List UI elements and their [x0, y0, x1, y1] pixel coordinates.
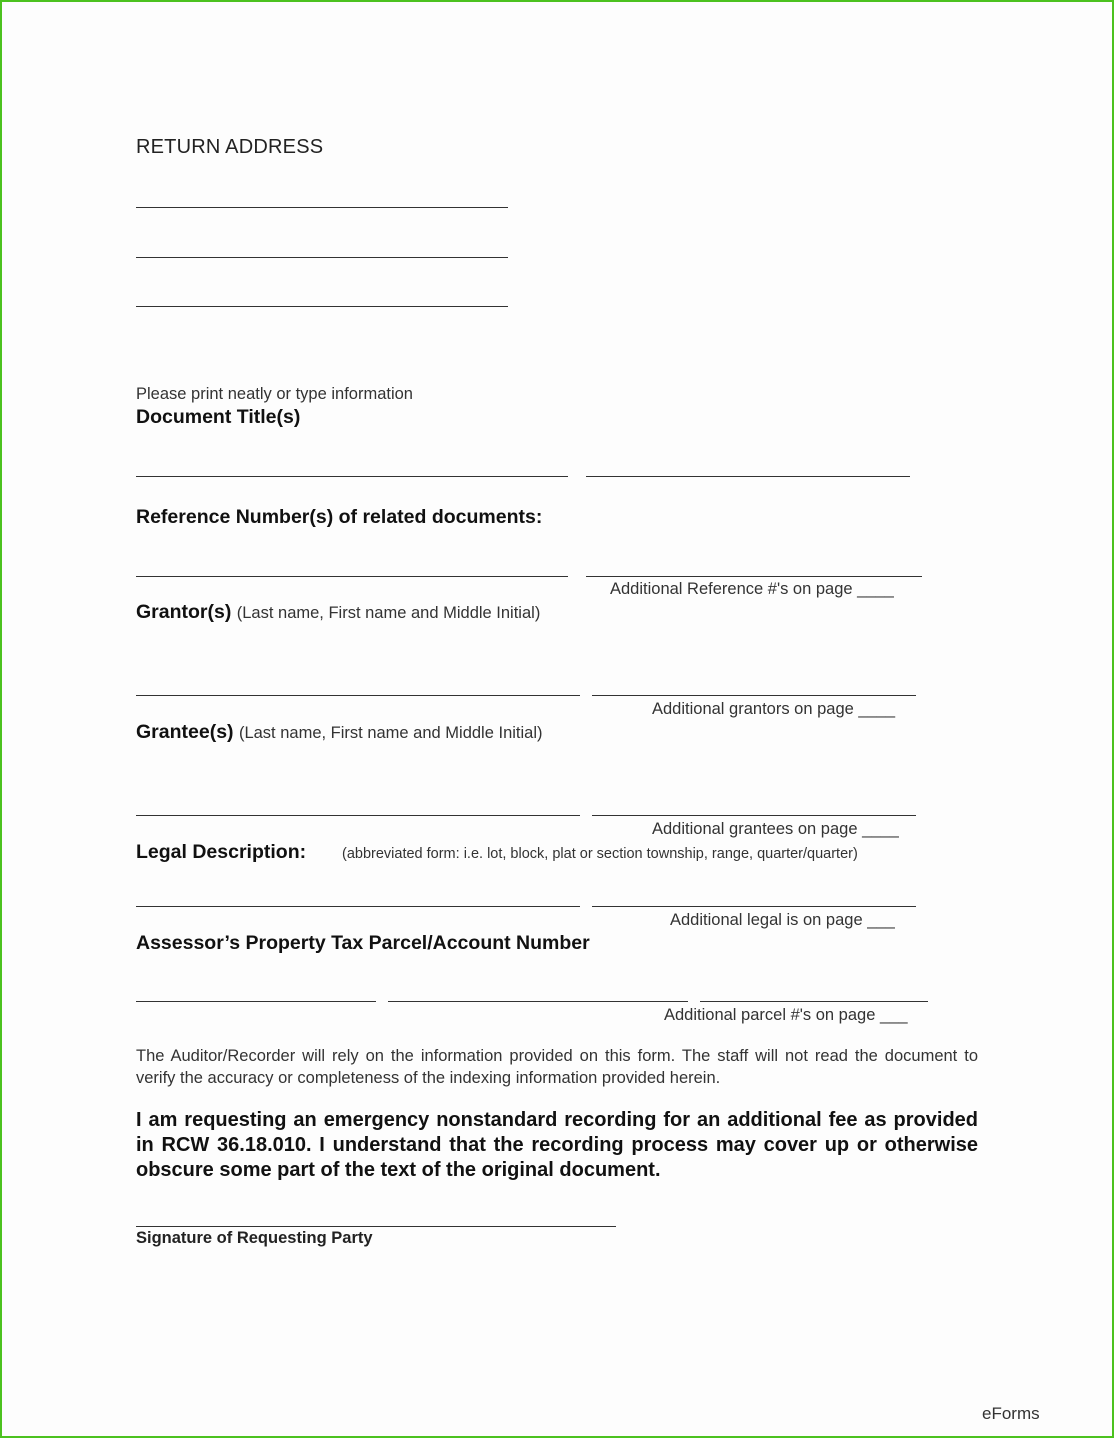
return-address-line-3[interactable]: [136, 306, 508, 307]
grantee-line-1[interactable]: [136, 815, 580, 816]
reference-numbers-label: Reference Number(s) of related documents:: [136, 506, 543, 528]
additional-reference-note: Additional Reference #'s on page ____: [610, 580, 894, 598]
parcel-line-1[interactable]: [136, 1001, 376, 1002]
legal-description-sublabel: (abbreviated form: i.e. lot, block, plat or section township, range, quarter/quarter): [342, 846, 858, 862]
eforms-logo: eForms: [982, 1404, 1040, 1423]
signature-line[interactable]: [136, 1226, 616, 1227]
legal-description-label: Legal Description:: [136, 841, 307, 863]
return-address-label: RETURN ADDRESS: [136, 136, 324, 158]
document-title-line-2[interactable]: [586, 476, 910, 477]
grantees-sublabel: (Last name, First name and Middle Initial): [238, 724, 543, 742]
document-titles-label: Document Title(s): [136, 406, 301, 428]
parcel-line-2[interactable]: [388, 1001, 688, 1002]
return-address-line-2[interactable]: [136, 257, 508, 258]
return-address-line-1[interactable]: [136, 207, 508, 208]
additional-grantees-note: Additional grantees on page ____: [652, 820, 899, 838]
reference-number-line-2[interactable]: [586, 576, 922, 577]
additional-legal-note: Additional legal is on page ___: [670, 911, 895, 929]
signature-label: Signature of Requesting Party: [136, 1229, 373, 1247]
grantors-heading: [136, 601, 540, 624]
grantee-line-2[interactable]: [592, 815, 916, 816]
grantees-label: Grantee(s): [136, 721, 234, 743]
legal-description-line-1[interactable]: [136, 906, 580, 907]
parcel-line-3[interactable]: [700, 1001, 928, 1002]
additional-parcel-note: Additional parcel #'s on page ___: [664, 1006, 908, 1024]
emergency-request-text: I am requesting an emergency nonstandard recording for an additional fee as provided in RCW 36.18.010. I understand that the recording process may cover up or otherwise obscure some part of the text of the original document.: [136, 1109, 978, 1181]
grantor-line-2[interactable]: [592, 695, 916, 696]
document-title-line-1[interactable]: [136, 476, 568, 477]
instructions-text: Please print neatly or type information: [136, 385, 413, 403]
disclaimer-text: The Auditor/Recorder will rely on the information provided on this form. The staff will not read the document to verify the accuracy or completeness of the indexing information provided herein.: [136, 1047, 978, 1087]
grantors-sublabel: (Last name, First name and Middle Initial): [236, 604, 541, 622]
grantees-heading: [136, 721, 543, 744]
parcel-number-label: Assessor’s Property Tax Parcel/Account Number: [136, 932, 590, 954]
legal-description-line-2[interactable]: [592, 906, 916, 907]
grantors-label: Grantor(s): [136, 601, 232, 623]
grantor-line-1[interactable]: [136, 695, 580, 696]
reference-number-line-1[interactable]: [136, 576, 568, 577]
additional-grantors-note: Additional grantors on page ____: [652, 700, 896, 718]
